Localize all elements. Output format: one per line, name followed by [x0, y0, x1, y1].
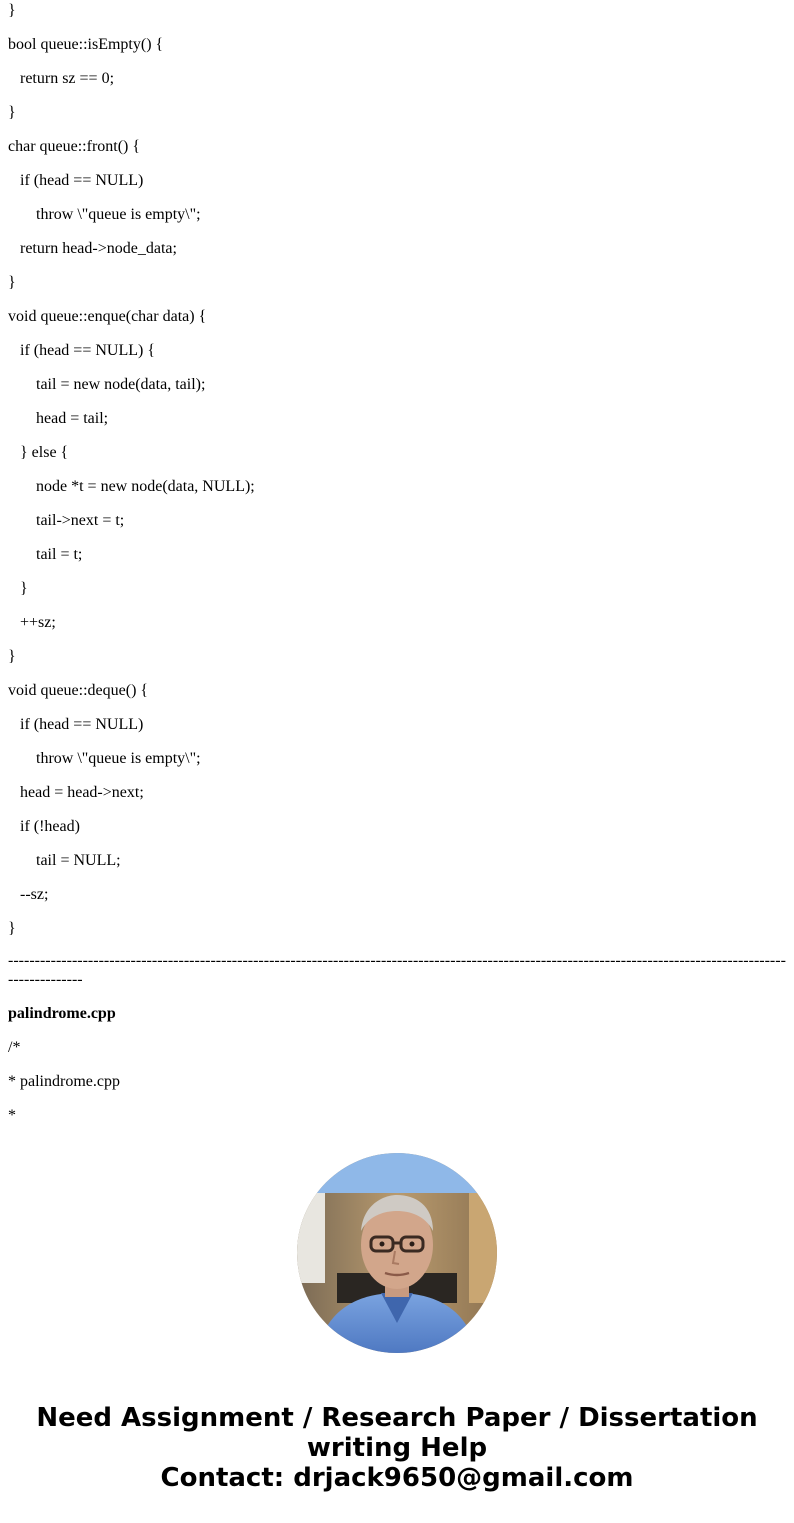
- comment-line: *: [8, 1107, 16, 1124]
- code-line: }: [8, 104, 16, 121]
- code-line: tail = NULL;: [36, 852, 121, 869]
- code-line: }: [20, 580, 28, 597]
- code-line: head = tail;: [36, 410, 109, 427]
- code-block: [8, 0, 786, 952]
- code-line: if (head == NULL) {: [20, 342, 156, 359]
- code-line: }: [8, 2, 16, 19]
- separator-line: ----------------------------------------------------------------------------------------------------------------------------------------------------------------: [8, 952, 786, 988]
- comment-line: * palindrome.cpp: [8, 1073, 120, 1090]
- code-line: return head->node_data;: [20, 240, 177, 257]
- promo-contact: Contact: drjack9650@gmail.com: [160, 1463, 634, 1493]
- code-line: void queue::deque() {: [8, 682, 149, 699]
- file-title: palindrome.cpp: [8, 1005, 116, 1022]
- code-line: }: [8, 648, 16, 665]
- code-line: if (head == NULL): [20, 172, 144, 189]
- code-line: throw \"queue is empty\";: [36, 206, 201, 223]
- code-line: void queue::enque(char data) {: [8, 308, 207, 325]
- code-line: return sz == 0;: [20, 70, 115, 87]
- document-body: [8, 0, 786, 1139]
- code-line: } else {: [20, 444, 69, 461]
- code-line: }: [8, 274, 16, 291]
- code-line: --sz;: [20, 886, 49, 903]
- code-line: node *t = new node(data, NULL);: [36, 478, 255, 495]
- code-line: bool queue::isEmpty() {: [8, 36, 164, 53]
- code-line: if (!head): [20, 818, 80, 835]
- author-photo: [297, 1153, 497, 1353]
- file-header-comment: [8, 1037, 786, 1139]
- code-line: head = head->next;: [20, 784, 144, 801]
- code-line: throw \"queue is empty\";: [36, 750, 201, 767]
- code-line: tail = new node(data, tail);: [36, 376, 206, 393]
- code-line: tail->next = t;: [36, 512, 125, 529]
- code-line: char queue::front() {: [8, 138, 141, 155]
- code-line: tail = t;: [36, 546, 83, 563]
- promo-banner: [0, 1403, 794, 1493]
- code-line: }: [8, 920, 16, 937]
- promo-headline: Need Assignment / Research Paper / Dissertation writing Help: [36, 1403, 758, 1463]
- comment-line: /*: [8, 1039, 21, 1056]
- code-line: ++sz;: [20, 614, 56, 631]
- code-line: if (head == NULL): [20, 716, 144, 733]
